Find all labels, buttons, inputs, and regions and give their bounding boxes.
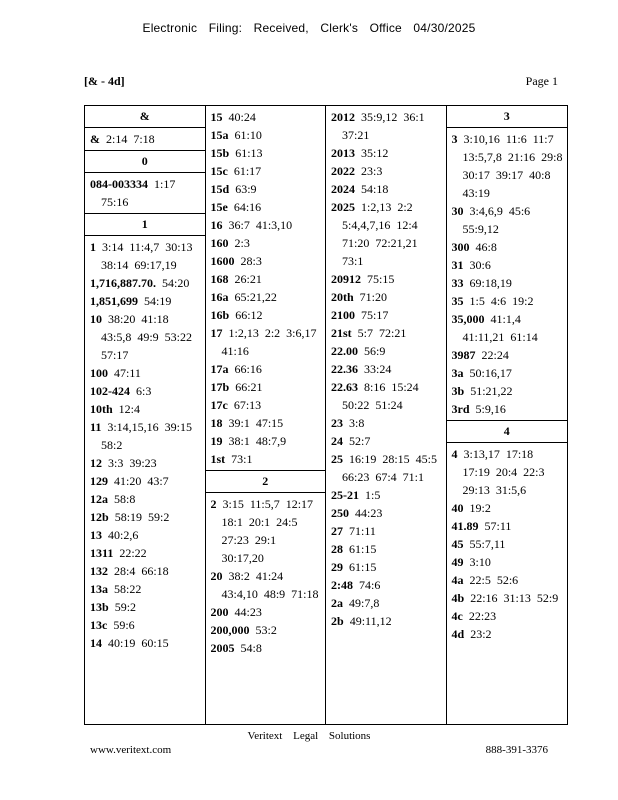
index-word: 25: [331, 452, 343, 466]
page-line-refs: 51:21,22: [470, 384, 513, 398]
page-line-refs: 30:6: [469, 258, 491, 272]
page-line-refs: 73:1: [231, 452, 253, 466]
section-heading: 2: [206, 470, 326, 493]
page-line-refs: 54:19: [144, 294, 172, 308]
page-line-refs: 1:17 75:16: [101, 177, 176, 209]
page-line-refs: 74:6: [359, 578, 381, 592]
section-heading: &: [85, 106, 205, 128]
page-line-refs: 16:19 28:15 45:5 66:23 67:4 71:1: [342, 452, 438, 484]
page-line-refs: 28:3: [240, 254, 262, 268]
index-word: 31: [451, 258, 464, 272]
section-heading: 3: [447, 106, 568, 128]
page-line-refs: 57:11: [484, 519, 512, 533]
index-entry: [331, 360, 442, 378]
index-word: 13: [90, 528, 102, 542]
index-entry: [90, 598, 201, 616]
page-line-refs: 38:2 41:24 43:4,10 48:9 71:18: [221, 569, 319, 601]
index-word: 18: [210, 416, 223, 430]
page-line-refs: 2:14 7:18: [106, 132, 155, 146]
index-word: 4b: [451, 591, 465, 605]
index-word: 15b: [210, 146, 230, 160]
index-entry: [331, 288, 442, 306]
page-line-refs: 22:16 31:13 52:9: [470, 591, 559, 605]
page-line-refs: 19:2: [469, 501, 491, 515]
page-line-refs: 47:11: [114, 366, 141, 380]
index-entry: [331, 378, 442, 414]
index-word: 168: [210, 272, 229, 286]
index-column: [447, 106, 568, 724]
page-line-refs: 22:23: [468, 609, 497, 623]
index-entry: [211, 234, 322, 252]
index-entry: [90, 400, 201, 418]
entry-list: [206, 106, 326, 470]
index-word: 1,851,699: [90, 294, 138, 308]
index-word: 17c: [210, 398, 228, 412]
page-line-refs: 44:23: [355, 506, 383, 520]
page-line-refs: 33:24: [364, 362, 392, 376]
page-line-refs: 61:15: [349, 542, 377, 556]
page-line-refs: 40:2,6: [108, 528, 139, 542]
page-line-refs: 61:13: [235, 146, 263, 160]
index-entry: [211, 603, 322, 621]
index-word: 17: [210, 326, 223, 340]
entry-list: [85, 236, 205, 654]
index-word: 2005: [210, 641, 235, 655]
section-heading: 4: [447, 420, 568, 443]
page-line-refs: 75:15: [367, 272, 395, 286]
index-entry: [331, 270, 442, 288]
index-entry: [331, 558, 442, 576]
index-word: 1600: [210, 254, 235, 268]
page-line-refs: 40:19 60:15: [108, 636, 169, 650]
index-word: 16: [210, 218, 223, 232]
index-entry: [211, 621, 322, 639]
index-word: 2025: [331, 200, 355, 214]
index-word: 16b: [210, 308, 230, 322]
index-entry: [211, 288, 322, 306]
index-word: 35,000: [451, 312, 485, 326]
page-line-refs: 28:4 66:18: [114, 564, 169, 578]
index-word: 33: [451, 276, 464, 290]
index-column: [85, 106, 206, 724]
entry-list: [447, 443, 568, 645]
index-entry: [331, 342, 442, 360]
page-line-refs: 66:16: [234, 362, 262, 376]
index-entry: [211, 180, 322, 198]
index-word: 3987: [451, 348, 476, 362]
index-word: 15c: [210, 164, 228, 178]
page-line-refs: 75:17: [361, 308, 389, 322]
page-line-refs: 12:4: [118, 402, 141, 416]
index-entry: [211, 270, 322, 288]
index-entry: [90, 634, 201, 652]
page-line-refs: 35:12: [361, 146, 389, 160]
index-word: 13c: [90, 618, 108, 632]
index-entry: [452, 517, 564, 535]
index-word: 45: [451, 537, 464, 551]
index-entry: [331, 414, 442, 432]
index-word: 2100: [331, 308, 355, 322]
index-word: 28: [331, 542, 343, 556]
index-entry: [452, 238, 564, 256]
page-line-refs: 3:10,16 11:6 11:7 13:5,7,8 21:16 29:8 30:17 39:17 40:8 43:19: [462, 132, 563, 200]
index-word: 16a: [210, 290, 229, 304]
index-entry: [331, 306, 442, 324]
index-entry: [90, 238, 201, 274]
index-word: 20912: [331, 272, 361, 286]
page-line-refs: 66:12: [235, 308, 263, 322]
index-entry: [452, 607, 564, 625]
index-word: 25-21: [331, 488, 359, 502]
index-word: 3: [451, 132, 458, 146]
index-word: 40: [451, 501, 464, 515]
index-entry: [452, 292, 564, 310]
page-line-refs: 39:1 47:15: [228, 416, 284, 430]
index-entry: [211, 108, 322, 126]
index-entry: [452, 589, 564, 607]
index-word: 20th: [331, 290, 354, 304]
index-word: 129: [90, 474, 108, 488]
index-word: 2: [210, 497, 217, 511]
page-line-refs: 3:10: [469, 555, 491, 569]
index-entry: [331, 576, 442, 594]
index-entry: [90, 130, 201, 148]
page-line-refs: 58:8: [114, 492, 136, 506]
page-line-refs: 44:23: [234, 605, 262, 619]
page-line-refs: 22:24: [481, 348, 509, 362]
index-range: [& - 4d]: [84, 74, 125, 88]
index-word: 2b: [331, 614, 344, 628]
page-line-refs: 3:8: [349, 416, 365, 430]
index-word: 4d: [451, 627, 465, 641]
index-word: 102-424: [90, 384, 130, 398]
index-entry: [331, 612, 442, 630]
page-line-refs: 36:7 41:3,10: [228, 218, 293, 232]
index-entry: [90, 472, 201, 490]
page-line-refs: 1:5 4:6 19:2: [469, 294, 534, 308]
index-entry: [452, 202, 564, 238]
index-entry: [211, 162, 322, 180]
index-entry: [211, 414, 322, 432]
word-index-grid: [84, 105, 568, 725]
page-line-refs: 22:22: [119, 546, 147, 560]
index-entry: [452, 571, 564, 589]
page-line-refs: 1:5: [365, 488, 381, 502]
index-word: 200,000: [210, 623, 250, 637]
index-entry: [90, 526, 201, 544]
index-word: 10: [90, 312, 102, 326]
page-line-refs: 38:1 48:7,9: [228, 434, 287, 448]
footer-company: Veritext Legal Solutions: [247, 730, 371, 742]
index-entry: [90, 508, 201, 526]
index-entry: [211, 378, 322, 396]
page-line-refs: 61:17: [233, 164, 262, 178]
index-entry: [90, 292, 201, 310]
section-heading: 1: [85, 213, 205, 236]
index-entry: [211, 306, 322, 324]
index-word: 200: [210, 605, 229, 619]
index-entry: [90, 175, 201, 211]
entry-list: [85, 128, 205, 150]
index-entry: [452, 130, 564, 202]
index-entry: [90, 310, 201, 364]
entry-list: [447, 128, 568, 420]
index-word: 3a: [451, 366, 464, 380]
filing-stamp: Electronic Filing: Received, Clerk's Office 04/30/2025: [142, 21, 476, 35]
index-entry: [452, 382, 564, 400]
index-entry: [452, 400, 564, 418]
index-entry: [452, 274, 564, 292]
index-word: 27: [331, 524, 343, 538]
index-word: 1,716,887.70.: [90, 276, 156, 290]
index-word: 1: [90, 240, 96, 254]
index-word: 14: [90, 636, 102, 650]
index-word: 2012: [331, 110, 355, 124]
index-word: 2024: [331, 182, 355, 196]
index-entry: [211, 639, 322, 657]
index-entry: [452, 256, 564, 274]
page-line-refs: 35:9,12 36:1 37:21: [342, 110, 425, 142]
index-word: 20: [210, 569, 223, 583]
footer-phone: 888-391-3376: [485, 744, 548, 756]
index-entry: [331, 450, 442, 486]
index-word: 1st: [210, 452, 226, 466]
index-word: 13b: [90, 600, 109, 614]
index-word: 1311: [90, 546, 114, 560]
section-heading: 0: [85, 150, 205, 173]
index-entry: [331, 522, 442, 540]
index-column: [326, 106, 447, 724]
index-entry: [331, 162, 442, 180]
index-entry: [452, 625, 564, 643]
page-line-refs: 63:9: [235, 182, 257, 196]
page-line-refs: 3:13,17 17:18 17:19 20:4 22:3 29:13 31:5,6: [462, 447, 545, 497]
page-line-refs: 1:2,13 2:2 3:6,17 41:16: [221, 326, 317, 358]
page-line-refs: 56:9: [364, 344, 386, 358]
index-word: 2022: [331, 164, 355, 178]
index-entry: [211, 198, 322, 216]
index-entry: [90, 454, 201, 472]
page-line-refs: 54:20: [162, 276, 190, 290]
page-line-refs: 49:11,12: [349, 614, 392, 628]
index-entry: [452, 364, 564, 382]
index-word: 17b: [210, 380, 230, 394]
index-word: 13a: [90, 582, 108, 596]
index-word: 23: [331, 416, 343, 430]
entry-list: [326, 106, 446, 632]
index-entry: [90, 580, 201, 598]
page-line-refs: 40:24: [228, 110, 256, 124]
index-entry: [211, 216, 322, 234]
page-line-refs: 61:10: [234, 128, 262, 142]
index-column: [206, 106, 327, 724]
index-word: 22.63: [331, 380, 358, 394]
page-line-refs: 3:4,6,9 45:6 55:9,12: [462, 204, 531, 236]
index-entry: [452, 310, 564, 346]
page-line-refs: 64:16: [233, 200, 262, 214]
index-word: 29: [331, 560, 343, 574]
page-line-refs: 46:8: [475, 240, 497, 254]
page-line-refs: 58:19 59:2: [114, 510, 170, 524]
index-word: 15d: [210, 182, 230, 196]
index-entry: [331, 180, 442, 198]
index-word: 22.36: [331, 362, 358, 376]
index-entry: [331, 144, 442, 162]
index-entry: [211, 126, 322, 144]
index-entry: [452, 499, 564, 517]
page-line-refs: 5:7 72:21: [357, 326, 407, 340]
index-entry: [331, 432, 442, 450]
index-word: 084-003334: [90, 177, 148, 191]
page-line-refs: 3:15 11:5,7 12:17 18:1 20:1 24:5 27:23 29:1 30:17,20: [221, 497, 314, 565]
index-word: 160: [210, 236, 229, 250]
index-word: &: [90, 132, 100, 146]
index-entry: [90, 418, 201, 454]
index-entry: [211, 450, 322, 468]
entry-list: [206, 493, 326, 659]
index-word: 12: [90, 456, 102, 470]
page-line-refs: 52:7: [349, 434, 371, 448]
index-entry: [331, 198, 442, 270]
page-line-refs: 53:2: [255, 623, 277, 637]
index-entry: [211, 495, 322, 567]
index-word: 19: [210, 434, 223, 448]
entry-list: [85, 173, 205, 213]
index-entry: [452, 346, 564, 364]
page-line-refs: 3:14,15,16 39:15 58:2: [101, 420, 193, 452]
index-entry: [331, 594, 442, 612]
index-word: 4c: [451, 609, 463, 623]
footer-website: www.veritext.com: [90, 744, 172, 756]
page-line-refs: 5:9,16: [475, 402, 506, 416]
index-entry: [452, 445, 564, 499]
page-line-refs: 23:3: [361, 164, 383, 178]
index-entry: [452, 553, 564, 571]
index-entry: [90, 616, 201, 634]
index-word: 41.89: [451, 519, 479, 533]
page-line-refs: 59:2: [114, 600, 137, 614]
index-entry: [90, 544, 201, 562]
index-word: 2013: [331, 146, 355, 160]
index-entry: [90, 364, 201, 382]
page-line-refs: 38:20 41:18 43:5,8 49:9 53:22 57:17: [101, 312, 193, 362]
page-line-refs: 58:22: [114, 582, 142, 596]
index-word: 12b: [90, 510, 109, 524]
index-word: 21st: [331, 326, 352, 340]
page-line-refs: 1:2,13 2:2 5:4,4,7,16 12:4 71:20 72:21,21 73:1: [342, 200, 418, 268]
index-word: 10th: [90, 402, 113, 416]
index-word: 12a: [90, 492, 108, 506]
index-word: 24: [331, 434, 343, 448]
index-entry: [211, 360, 322, 378]
index-word: 3b: [451, 384, 465, 398]
index-word: 17a: [210, 362, 229, 376]
page-line-refs: 67:13: [233, 398, 262, 412]
index-entry: [331, 108, 442, 144]
index-word: 15: [210, 110, 223, 124]
index-word: 30: [451, 204, 464, 218]
index-word: 49: [451, 555, 464, 569]
index-entry: [331, 324, 442, 342]
page-line-refs: 59:6: [113, 618, 135, 632]
index-word: 4: [451, 447, 458, 461]
index-word: 15e: [210, 200, 228, 214]
page-line-refs: 49:7,8: [349, 596, 380, 610]
index-entry: [211, 396, 322, 414]
index-word: 2a: [331, 596, 343, 610]
index-entry: [331, 486, 442, 504]
index-word: 22.00: [331, 344, 358, 358]
page-line-refs: 41:1,4 41:11,21 61:14: [462, 312, 538, 344]
index-entry: [331, 504, 442, 522]
page-line-refs: 3:3 39:23: [108, 456, 157, 470]
page-line-refs: 71:11: [349, 524, 376, 538]
index-entry: [211, 432, 322, 450]
page-number: Page 1: [525, 74, 558, 88]
index-word: 15a: [210, 128, 229, 142]
page-line-refs: 61:15: [349, 560, 377, 574]
page-line-refs: 71:20: [359, 290, 388, 304]
page-line-refs: 2:3: [234, 236, 250, 250]
page-line-refs: 41:20 43:7: [114, 474, 169, 488]
index-entry: [211, 144, 322, 162]
page-line-refs: 54:8: [240, 641, 262, 655]
index-entry: [331, 540, 442, 558]
page-line-refs: 23:2: [470, 627, 492, 641]
page-line-refs: 6:3: [136, 384, 152, 398]
page-line-refs: 26:21: [234, 272, 262, 286]
page-line-refs: 50:16,17: [469, 366, 512, 380]
page-line-refs: 55:7,11: [469, 537, 506, 551]
index-entry: [211, 324, 322, 360]
index-word: 300: [451, 240, 470, 254]
index-entry: [211, 252, 322, 270]
index-entry: [211, 567, 322, 603]
page-line-refs: 22:5 52:6: [469, 573, 519, 587]
page-line-refs: 54:18: [361, 182, 389, 196]
index-entry: [90, 274, 201, 292]
index-word: 3rd: [451, 402, 470, 416]
index-word: 2:48: [331, 578, 353, 592]
page-line-refs: 8:16 15:24 50:22 51:24: [342, 380, 419, 412]
index-word: 11: [90, 420, 102, 434]
index-word: 4a: [451, 573, 464, 587]
index-entry: [90, 490, 201, 508]
index-word: 250: [331, 506, 349, 520]
index-entry: [90, 382, 201, 400]
page-line-refs: 65:21,22: [234, 290, 277, 304]
index-word: 35: [451, 294, 464, 308]
page-line-refs: 3:14 11:4,7 30:13 38:14 69:17,19: [101, 240, 193, 272]
index-word: 100: [90, 366, 108, 380]
page-line-refs: 69:18,19: [469, 276, 512, 290]
index-word: 132: [90, 564, 108, 578]
index-entry: [452, 535, 564, 553]
page-line-refs: 66:21: [235, 380, 263, 394]
index-entry: [90, 562, 201, 580]
